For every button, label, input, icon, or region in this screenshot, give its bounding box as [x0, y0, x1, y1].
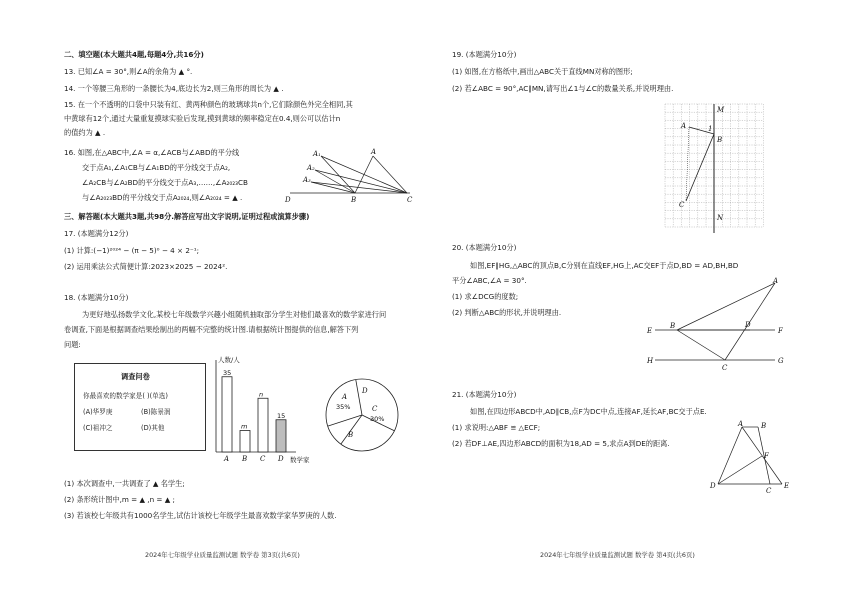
question-15-line3: 的值约为 ▲ .: [64, 128, 106, 137]
bar-category-label-D: D: [278, 455, 284, 463]
question-15-line2: 中黄球有12个,通过大量重复摸球实验后发现,摸到黄球的频率稳定在0.4,则公可以估计n: [64, 114, 341, 123]
pie-chart: [322, 375, 402, 455]
bar-A: [222, 377, 232, 452]
question-20-part1: (1) 求∠DCG的度数;: [452, 292, 519, 301]
fig20-label-e: E: [647, 327, 653, 335]
fig20-label-d: D: [745, 321, 751, 329]
question-16-line4: 与∠A₂₀₂₃BD的平分线交于点A₂₀₂₄,则∠A₂₀₂₄ = ▲ .: [82, 193, 243, 202]
survey-box: [74, 363, 206, 451]
fig21-label-b: B: [761, 422, 767, 430]
question-20-line2: 平分∠ABC,∠A = 30°.: [452, 276, 527, 285]
fig21-label-a: A: [738, 420, 744, 428]
fig19-triangle: [686, 127, 714, 201]
question-20-title: 20. (本题满分10分): [452, 243, 517, 252]
fig16-label-a1: A₁: [313, 150, 321, 158]
pie-label-C: C: [372, 405, 378, 413]
bar-chart-xlabel: 数学家: [290, 456, 310, 464]
question-18-line1: 为更好地弘扬数学文化,某校七年级数学兴趣小组随机抽取部分学生对他们最喜欢的数学家进行问: [82, 310, 387, 319]
fig19-label-1: 1: [708, 125, 713, 133]
question-18-line2: 卷调查,下面是根据调查结果绘制出的两幅不完整的统计图.请根据统计图提供的信息,解答下列: [64, 325, 359, 334]
bar-C: [258, 398, 268, 452]
fig16-label-c: C: [407, 196, 413, 204]
fig20-label-h: H: [647, 357, 654, 365]
question-18-title: 18. (本题满分10分): [64, 293, 129, 302]
question-13: 13. 已知∠A = 30°,则∠A的余角为 ▲ °.: [64, 67, 193, 76]
question-15-line1: 15. 在一个不透明的口袋中只装有红、黄两种颜色的玻璃球共n个,它们除颜色外完全相同,其: [64, 100, 353, 109]
survey-option-c: (C)祖冲之: [83, 424, 113, 432]
fig16-label-a2: A₂: [307, 164, 315, 172]
bar-category-label-C: C: [260, 455, 266, 463]
bar-value-label-B: m: [241, 422, 248, 431]
left-page-footer: 2024年七年级学业质量监测试题 数学卷 第3页(共6页): [145, 551, 300, 559]
survey-title: 调查问卷: [121, 372, 150, 381]
pie-percent-label-A: 35%: [336, 403, 351, 411]
bar-value-label-D: 15: [277, 411, 286, 420]
fig19-label-n: N: [717, 214, 724, 222]
right-page: [430, 0, 860, 595]
question-20-line1: 如图,EF∥HG,△ABC的顶点B,C分别在直线EF,HG上,AC交EF于点D,BD = AD,BH,BD: [470, 261, 739, 270]
survey-option-b: (B)陈景润: [141, 408, 171, 416]
question-21-part1: (1) 求说明:△ABF ≌ △ECF;: [452, 423, 541, 432]
fig19-label-c: C: [679, 201, 685, 209]
fig20-label-g: G: [778, 357, 784, 365]
fig19-label-b: B: [717, 136, 723, 144]
question-18-part2: (2) 条形统计图中,m = ▲ ,n = ▲ ;: [64, 495, 175, 504]
fig16-label-a3: A₃: [303, 176, 311, 184]
question-14: 14. 一个等腰三角形的一条腰长为4,底边长为2,则三角形的周长为 ▲ .: [64, 84, 284, 93]
question-21-part2: (2) 若DF⊥AE,四边形ABCD的面积为18,AD = 5,求点A到DE的距离.: [452, 439, 670, 448]
fig19-label-a: A: [681, 122, 687, 130]
question-16-line2: 交于点A₁,∠A₁CB与∠A₁BD的平分线交于点A₂,: [82, 163, 231, 172]
bar-D: [276, 420, 286, 452]
survey-option-a: (A)华罗庚: [83, 408, 113, 416]
question-18-part3: (3) 若该校七年级共有1000名学生,试估计该校七年级学生最喜欢数学家华罗庚的人数.: [64, 511, 337, 520]
fig21-label-d: D: [710, 482, 716, 490]
question-17-part2: (2) 运用乘法公式简便计算:2023×2025 − 2024².: [64, 262, 228, 271]
bar-B: [240, 431, 250, 453]
section-3-header: 三、解答题(本大题共3题,共98分.解答应写出文字说明,证明过程或演算步骤): [64, 212, 310, 221]
question-16-line1: 16. 如图,在△ABC中,∠A = α,∠ACB与∠ABD的平分线: [64, 148, 240, 157]
fig20-label-f: F: [778, 327, 783, 335]
bar-category-label-A: A: [224, 455, 230, 463]
bar-chart-ylabel: 人数/人: [218, 356, 240, 364]
fig20-label-c: C: [722, 364, 728, 372]
question-19-title: 19. (本题满分10分): [452, 50, 517, 59]
survey-question: 你最喜欢的数学家是( )(单选): [83, 392, 168, 400]
question-17-title: 17. (本题满分12分): [64, 229, 129, 238]
fig21-label-f: F: [764, 452, 769, 460]
right-page-footer: 2024年七年级学业质量监测试题 数学卷 第4页(共6页): [540, 551, 695, 559]
question-16-line3: ∠A₂CB与∠A₂BD的平分线交于点A₃,……,∠A₂₀₂₃CB: [82, 178, 248, 187]
question-19-part1: (1) 如图,在方格纸中,画出△ABC关于直线MN对称的图形;: [452, 67, 633, 76]
figure-20: [645, 275, 805, 375]
fig20-label-a: A: [773, 277, 779, 285]
pie-label-B: B: [348, 431, 354, 439]
pie-label-A: A: [342, 393, 348, 401]
fig16-label-a: A: [371, 148, 377, 156]
fig19-label-m: M: [717, 106, 725, 114]
fig16-label-d: D: [285, 196, 291, 204]
question-20-part2: (2) 判断△ABC的形状,并说明理由.: [452, 308, 562, 317]
bar-chart: [208, 352, 318, 467]
question-21-title: 21. (本题满分10分): [452, 390, 517, 399]
bar-value-label-C: n: [259, 390, 264, 399]
question-18-part1: (1) 本次调查中,一共调查了 ▲ 名学生;: [64, 479, 185, 488]
pie-percent-label-C: 30%: [370, 415, 385, 423]
fig21-label-e: E: [784, 482, 790, 490]
bar-category-label-B: B: [242, 455, 248, 463]
question-18-line3: 问题:: [64, 340, 81, 349]
fig20-label-b: B: [670, 322, 676, 330]
question-17-part1: (1) 计算:(−1)²⁰²⁴ − (π − 5)⁰ − 4 × 2⁻¹;: [64, 246, 199, 255]
section-2-header: 二、填空题(本大题共4题,每题4分,共16分): [64, 50, 204, 59]
figure-19-grid: [662, 100, 772, 235]
figure-21: [710, 422, 800, 497]
bar-value-label-A: 35: [223, 368, 232, 377]
survey-option-d: (D)其他: [141, 424, 165, 432]
question-21-line1: 如图,在四边形ABCD中,AD∥CB,点F为DC中点,连接AF,延长AF,BC交于点E.: [470, 407, 707, 416]
figure-16: [285, 148, 415, 208]
fig21-label-c: C: [766, 487, 772, 495]
fig16-label-b: B: [351, 196, 357, 204]
pie-label-D: D: [362, 387, 368, 395]
question-19-part2: (2) 若∠ABC = 90°,AC∥MN,请写出∠1与∠C的数量关系,并说明理由.: [452, 84, 674, 93]
